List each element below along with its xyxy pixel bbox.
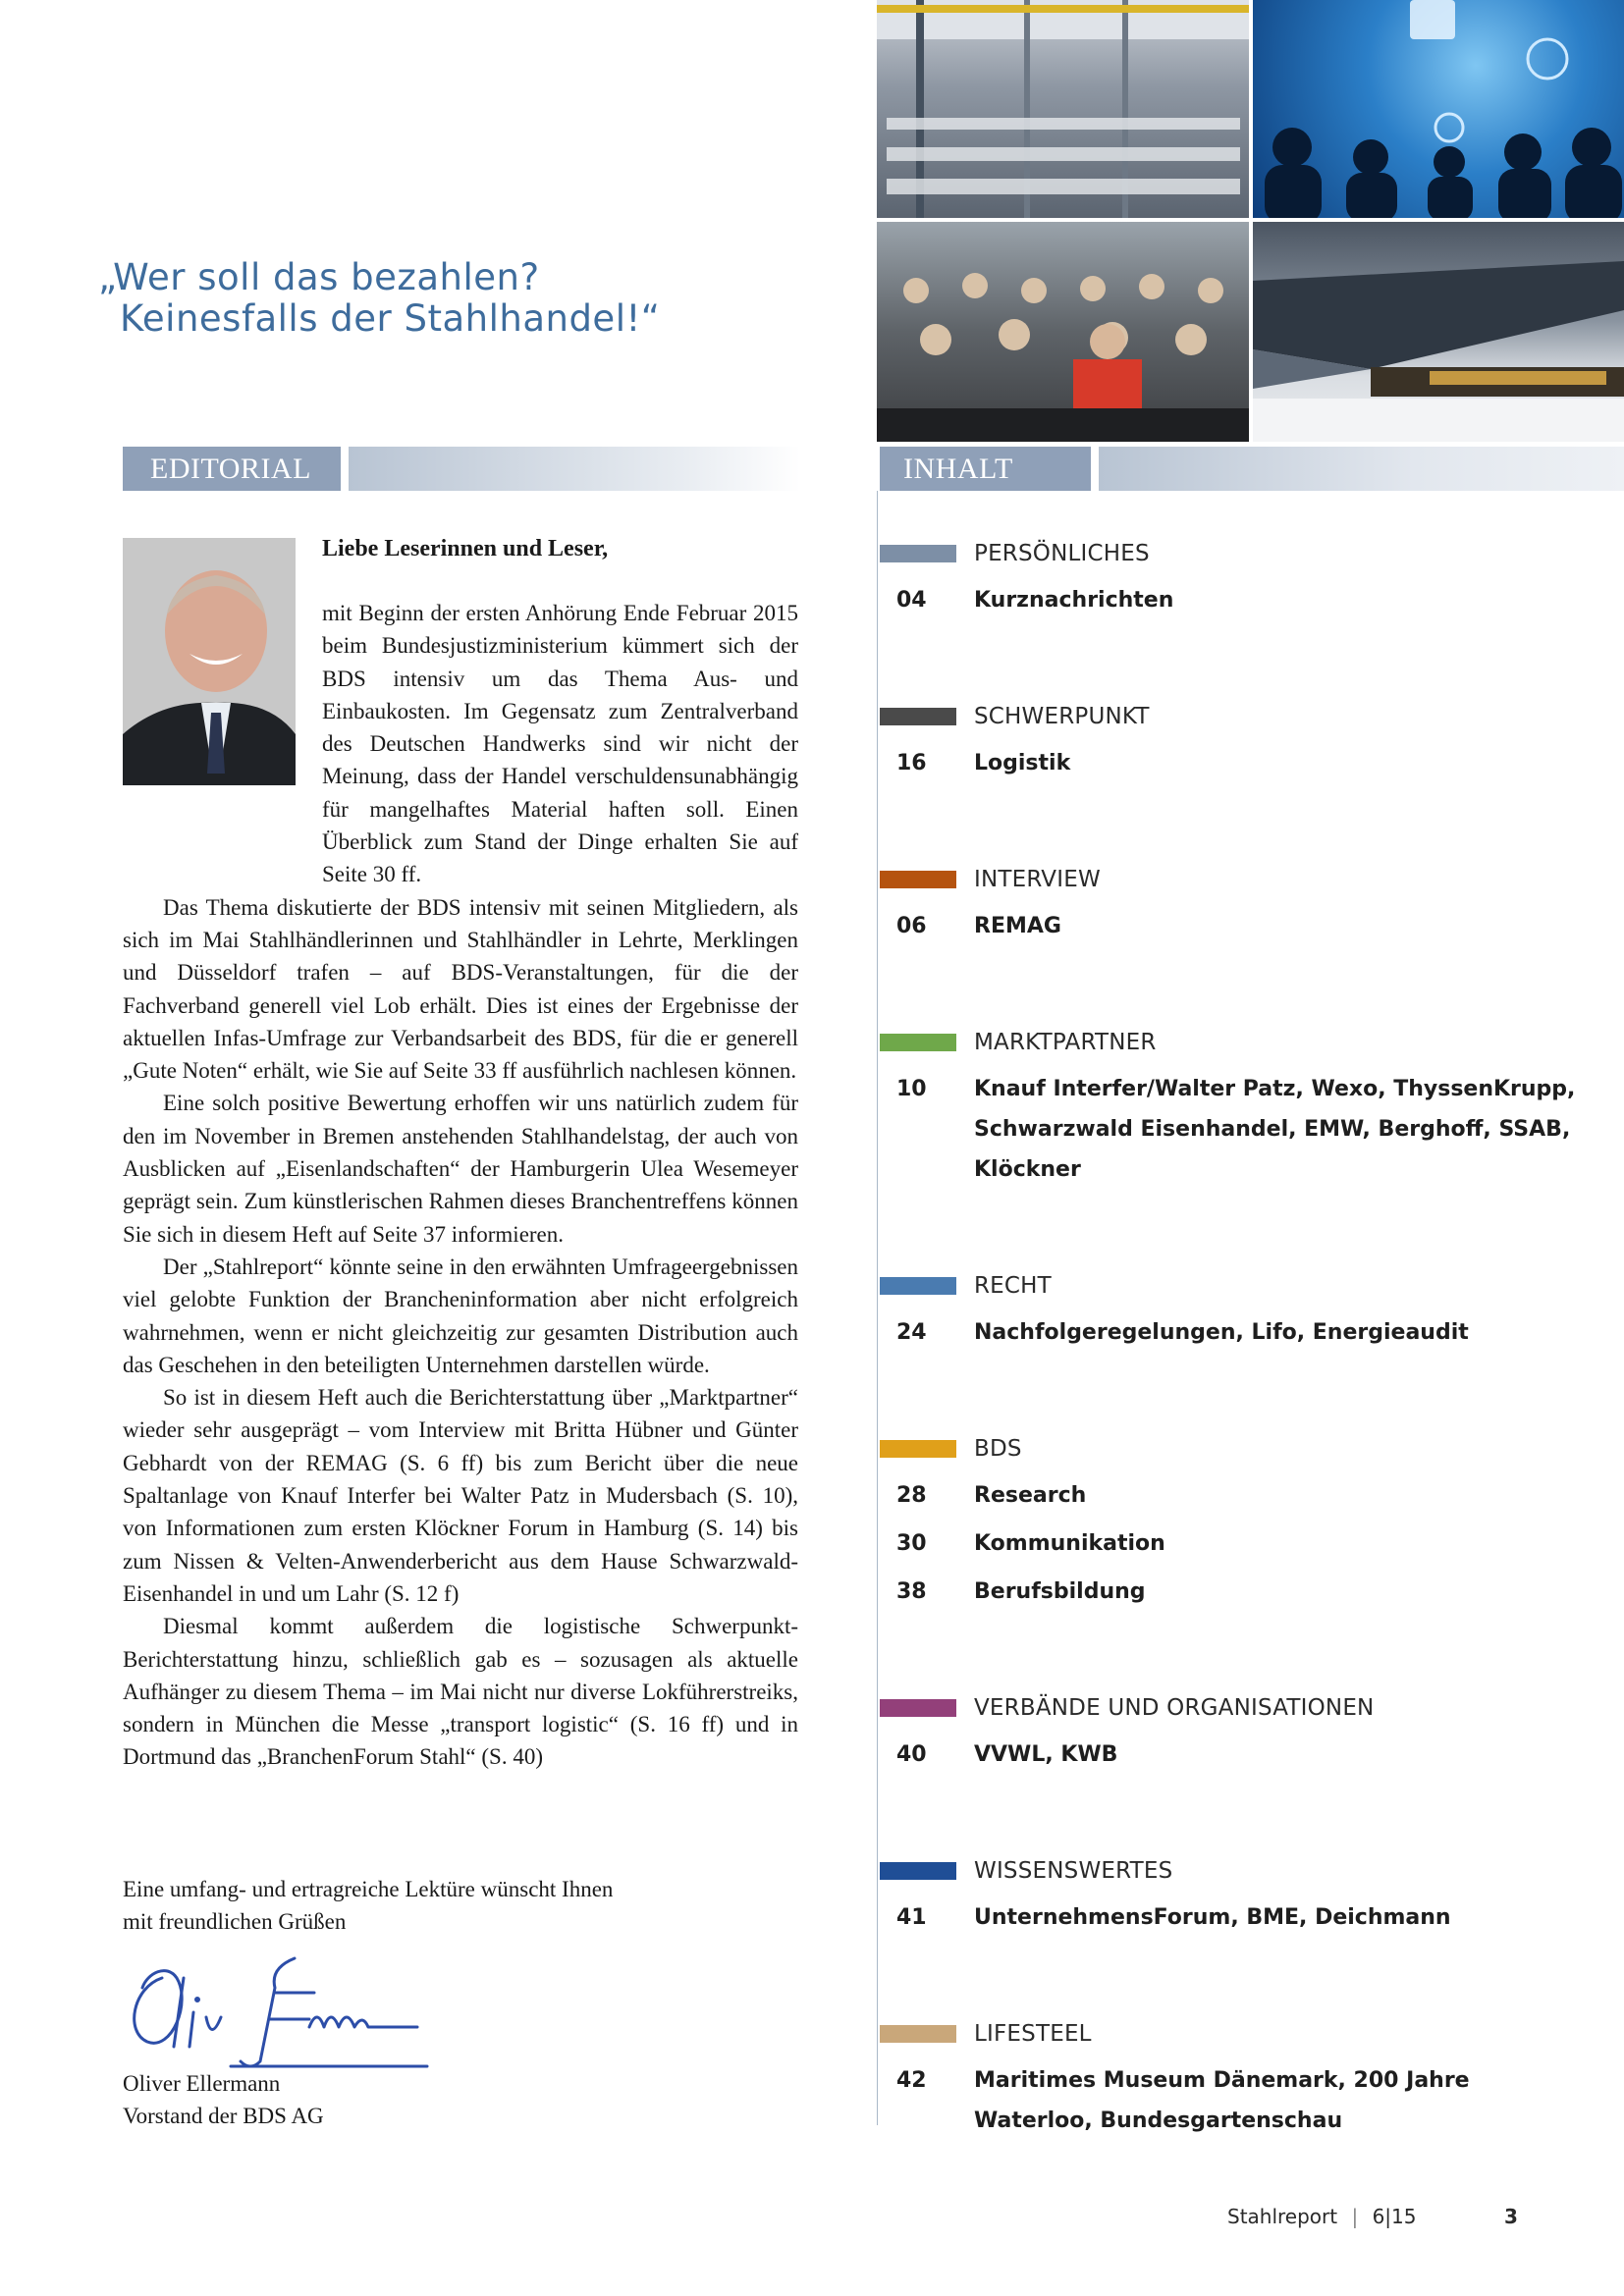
editorial-paragraph: Der „Stahlreport“ könnte seine in den erwähnten Umfrageergebnissen viel gelobte Funktion der Brancheninformation aber nicht erfolgreich wahrnehmen, wenn er nicht gleichzeitig zur gesamten Distribution auch das Geschehen in den beteiligten Unternehmen darstellen würde. — [123, 1254, 798, 1377]
warehouse-photo — [877, 0, 1249, 218]
toc-heading: BDS — [974, 1436, 1022, 1462]
footer-separator: | — [1351, 2205, 1359, 2228]
toc-entry-title: UnternehmensForum, BME, Deichmann — [974, 1905, 1451, 1930]
footer-issue: 6|15 — [1372, 2205, 1417, 2228]
toc-entry-title: Nachfolgeregelungen, Lifo, Energieaudit — [974, 1320, 1469, 1345]
toc-page-number: 38 — [896, 1579, 927, 1604]
toc-page-number: 42 — [896, 2068, 927, 2093]
handwritten-signature — [123, 1949, 437, 2076]
toc-entry-title: Maritimes Museum Dänemark, 200 Jahre Waterloo, Bundesgartenschau — [974, 2068, 1470, 2133]
toc-entry-title: VVWL, KWB — [974, 1742, 1118, 1767]
building-photo — [1253, 222, 1624, 442]
toc-page-number: 06 — [896, 914, 927, 938]
toc-heading: SCHWERPUNKT — [974, 704, 1150, 729]
toc-color-bar — [880, 708, 956, 725]
toc-page-number: 16 — [896, 751, 927, 775]
toc-entry-title: REMAG — [974, 914, 1061, 938]
editorial-paragraph: Diesmal kommt außerdem die logistische Schwerpunkt-Berichterstattung hinzu, schließlich gab es – sozusagen als aktuelle Aufhänger zu diesem Thema – im Mai nicht nur diverse Lokführerstreiks, sondern in München die Messe „transport logistic“ (S. 16 ff) und in Dortmund das „BranchenForum Stahl“ (S. 40) — [123, 1614, 798, 1770]
toc-page-number: 04 — [896, 588, 927, 613]
toc-heading: VERBÄNDE UND ORGANISATIONEN — [974, 1695, 1375, 1721]
headline-quote — [98, 257, 660, 340]
toc-heading: RECHT — [974, 1273, 1052, 1299]
toc-heading: MARKTPARTNER — [974, 1030, 1157, 1055]
toc-color-bar — [880, 1440, 956, 1458]
editorial-paragraph: Das Thema diskutierte der BDS intensiv mit seinen Mitgliedern, als sich im Mai Stahlhändlerinnen und Stahlhändler in Lehrte, Merklingen und Düsseldorf trafen – auf BDS-Veranstaltungen, für die der Fachverband generell viel Lob erhält. Dies ist eines der Ergebnisse der aktuellen Infas-Umfrage zur Verbandsarbeit des BDS, für die er generell „Gute Noten“ erhält, wie Sie auf Seite 33 ff ausführlich nachlesen können. — [123, 894, 798, 1084]
toc-entry-title: Logistik — [974, 751, 1071, 775]
toc-page-number: 30 — [896, 1531, 927, 1556]
toc-color-bar — [880, 2025, 956, 2043]
audience-photo — [877, 222, 1249, 442]
toc-color-bar — [880, 1034, 956, 1051]
toc-color-bar — [880, 1699, 956, 1717]
signer-block — [123, 2067, 324, 2132]
editorial-paragraph: Eine solch positive Bewertung erhoffen wir uns natürlich zudem für den im November in Bremen anstehenden Stahlhandelstag, der auch von Ausblicken auf „Eisenlandschaften“ der Hamburgerin Ulea Wesemeyer geprägt sein. Zum künstlerischen Rahmen dieses Branchentreffens können Sie sich in diesem Heft auf Seite 37 informieren. — [123, 1091, 798, 1247]
network-photo — [1253, 0, 1624, 218]
toc-entry-title: Berufsbildung — [974, 1579, 1146, 1604]
editorial-bar-gradient — [349, 447, 800, 491]
editorial-greeting: Liebe Leserinnen und Leser, — [322, 536, 609, 561]
toc-entry-title: Knauf Interfer/Walter Patz, Wexo, ThyssenKrupp, Schwarzwald Eisenhandel, EMW, Berghoff, SSAB, Klöckner — [974, 1077, 1576, 1182]
footer-magazine — [1227, 2205, 1417, 2228]
toc-page-number: 40 — [896, 1742, 927, 1767]
toc-heading: INTERVIEW — [974, 867, 1101, 892]
toc-page-number: 28 — [896, 1483, 927, 1508]
signer-title: Vorstand der BDS AG — [123, 2104, 324, 2128]
toc-heading: PERSÖNLICHES — [974, 541, 1150, 566]
toc-color-bar — [880, 1277, 956, 1295]
toc-page-number: 10 — [896, 1077, 927, 1101]
closing-line-2: mit freundlichen Grüßen — [123, 1909, 347, 1934]
contents-label: INHALT — [880, 447, 1091, 491]
toc-color-bar — [880, 1862, 956, 1880]
quote-line-1: „Wer soll das bezahlen? — [98, 256, 540, 298]
editorial-paragraph: So ist in diesem Heft auch die Berichterstattung über „Marktpartner“ wieder sehr ausgeprägt – vom Interview mit Britta Hübner und Günter Gebhardt von der REMAG (S. 6 ff) bis zum Bericht über die neue Spaltanlage von Knauf Interfer bei Walter Patz in Mudersbach (S. 10), von Informationen zum ersten Klöckner Forum in Hamburg (S. 14) bis zum Nissen & Velten-Anwenderbericht aus dem Hause Schwarzwald-Eisenhandel in und um Lahr (S. 12 f) — [123, 1385, 798, 1606]
closing-line-1: Eine umfang- und ertragreiche Lektüre wünscht Ihnen — [123, 1877, 614, 1901]
toc-page-number: 41 — [896, 1905, 927, 1930]
toc-heading: LIFESTEEL — [974, 2021, 1092, 2047]
signer-name: Oliver Ellermann — [123, 2071, 281, 2096]
page-number: 3 — [1504, 2205, 1518, 2228]
contents-bar-gradient — [1099, 447, 1624, 491]
toc-heading: WISSENSWERTES — [974, 1858, 1173, 1884]
toc-color-bar — [880, 545, 956, 562]
editorial-paragraph: mit Beginn der ersten Anhörung Ende Februar 2015 beim Bundesjustizministerium kümmert sich der BDS intensiv um das Thema Aus- und Einbaukosten. Im Gegensatz zum Zentralverband des Deutschen Handwerks sind wir nicht der Meinung, dass der Handel verschuldensunabhängig für mangelhaftes Material haften soll. Einen Überblick zum Stand der Dinge erhalten Sie auf Seite 30 ff. — [322, 601, 798, 887]
column-divider — [877, 491, 878, 2125]
editorial-label: EDITORIAL — [123, 447, 341, 491]
quote-line-2: Keinesfalls der Stahlhandel!“ — [120, 297, 661, 340]
toc-color-bar — [880, 871, 956, 888]
toc-entry-title: Research — [974, 1483, 1087, 1508]
toc-entry-title: Kurznachrichten — [974, 588, 1174, 613]
editorial-closing — [123, 1873, 613, 1938]
footer-magazine-name: Stahlreport — [1227, 2205, 1338, 2228]
editorial-body — [123, 597, 798, 1774]
toc-page-number: 24 — [896, 1320, 927, 1345]
toc-entry-title: Kommunikation — [974, 1531, 1165, 1556]
